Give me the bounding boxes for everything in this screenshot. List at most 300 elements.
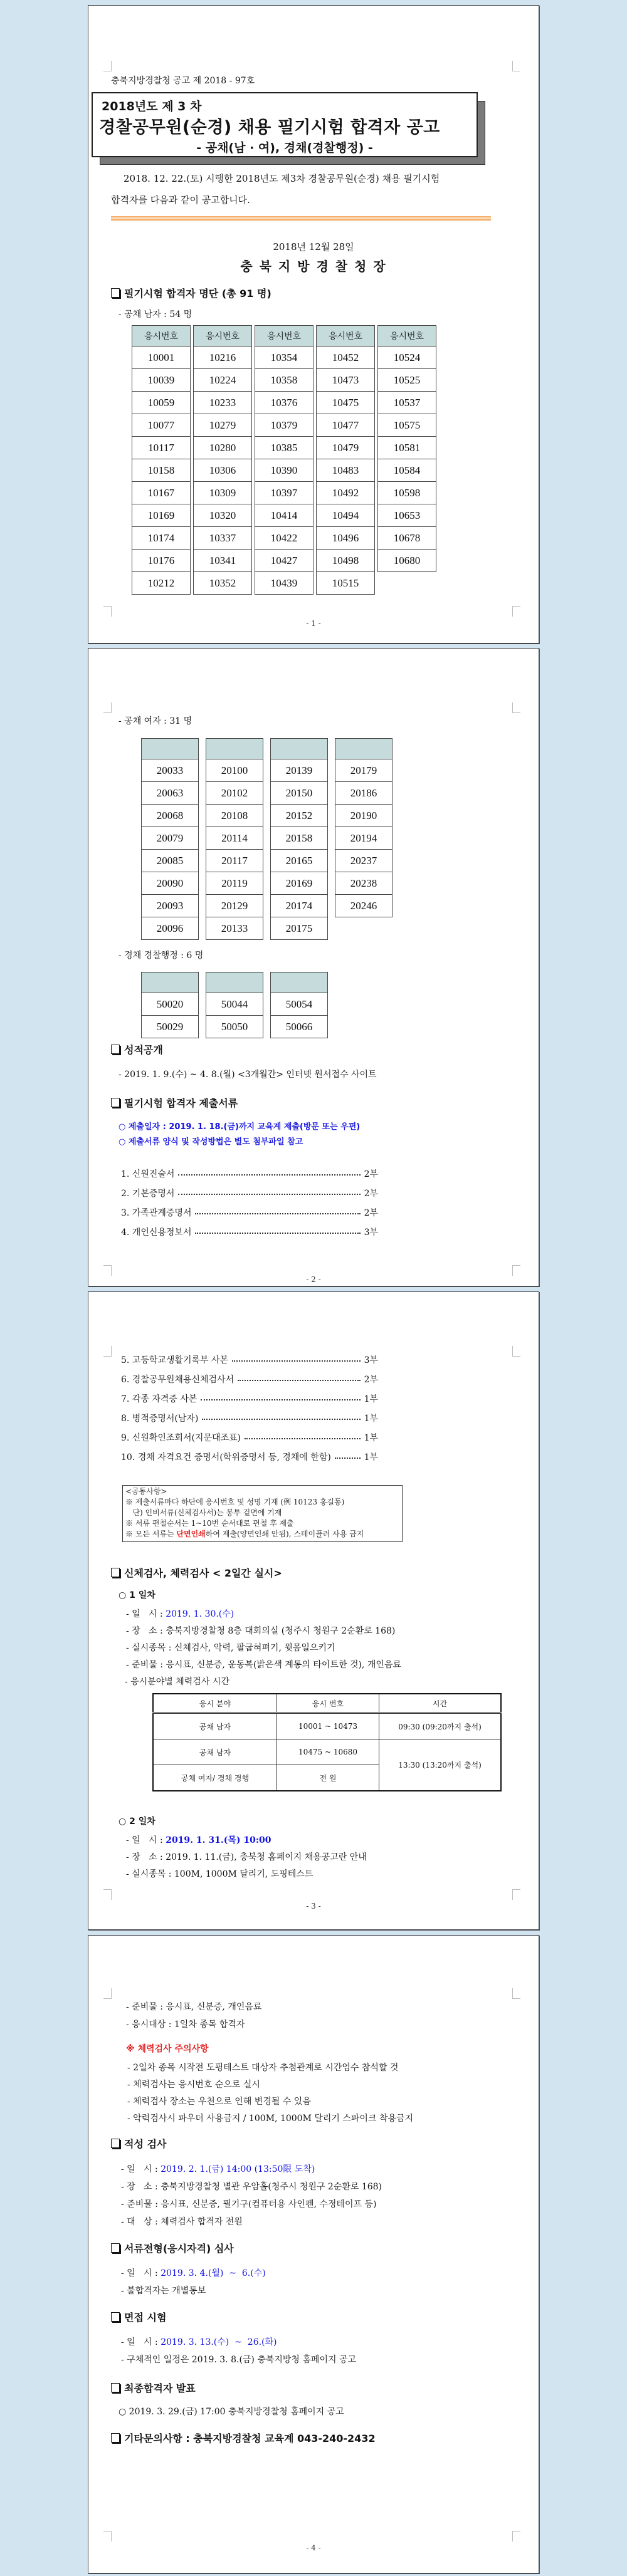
document-quantity: 1부: [364, 1432, 378, 1443]
applicant-number: 10414: [255, 504, 314, 527]
table-row: [142, 850, 199, 872]
applicant-number: 20152: [271, 805, 328, 827]
table-row: [317, 527, 375, 550]
table-row: [194, 550, 252, 572]
table-row: [255, 347, 314, 369]
table-row: [271, 993, 328, 1016]
divider-rule: [111, 216, 491, 221]
document-quantity: 3부: [364, 1227, 378, 1238]
applicant-number: 10077: [132, 414, 191, 437]
document-page-2: [88, 648, 539, 1286]
applicant-number: 10280: [194, 437, 252, 459]
section-physical-title: 신체검사, 체력검사 < 2일간 실시>: [124, 1567, 282, 1579]
applicant-number-table: [206, 738, 263, 940]
column-header: [335, 739, 393, 759]
applicant-number: 20238: [335, 872, 393, 895]
table-row: [317, 550, 375, 572]
column-header: [142, 973, 199, 993]
table-row: [132, 392, 191, 414]
applicant-number: 10352: [194, 572, 252, 595]
applicant-number: 10483: [317, 459, 375, 482]
applicant-number: 20108: [206, 805, 263, 827]
table-row: [317, 414, 375, 437]
section-physical: [111, 1565, 282, 1580]
section-aptitude: [111, 2136, 166, 2151]
applicant-number: 20179: [335, 759, 393, 782]
checkbox-square-icon: [111, 2312, 120, 2322]
day1-events: - 실시종목 : 신체검사, 악력, 팔굽혀펴기, 윗몸일으키기: [126, 1643, 335, 1653]
schedule-row: 공채 남자 10475 ~ 10680 13:30 (13:20까지 출석): [153, 1739, 501, 1765]
day2-events: - 실시종목 : 100M, 1000M 달리기, 도핑테스트: [126, 1869, 314, 1879]
table-row: [378, 482, 436, 504]
applicant-number-table: [377, 325, 436, 572]
document-quantity: 2부: [364, 1207, 378, 1218]
docs-deadline: ○ 제출일자 : 2019. 1. 18.(금)까지 교육계 제출(방문 또는 우편): [119, 1122, 361, 1132]
table-row: [142, 993, 199, 1016]
applicant-number: 50029: [142, 1016, 199, 1038]
applicant-number: 10306: [194, 459, 252, 482]
applicant-number-table: [132, 325, 191, 595]
applicant-number: 20190: [335, 805, 393, 827]
applicant-number: 20068: [142, 805, 199, 827]
caution-4: - 악력검사시 파우더 사용금지 / 100M, 1000M 달리기 스파이크 착용금지: [127, 2114, 414, 2124]
table-row: [317, 459, 375, 482]
section-contact: [111, 2431, 376, 2445]
table-row: [206, 850, 263, 872]
intro-line-1: 2018. 12. 22.(토) 시행한 2018년도 제3차 경찰공무원(순경) 채용 필기시험: [124, 173, 440, 184]
applicant-number: 10337: [194, 527, 252, 550]
day2-items: - 준비물 : 응시표, 신분증, 개인음료: [126, 2002, 262, 2012]
applicant-number: 10167: [132, 482, 191, 504]
section-contact-title: 기타문의사항 : 충북지방경찰청 교육계 043-240-2432: [124, 2433, 376, 2444]
table-row: [255, 369, 314, 392]
page-number: - 4 -: [306, 2543, 321, 2552]
margin-corner: [512, 606, 520, 617]
margin-corner: [103, 1889, 112, 1900]
applicant-number: 20085: [142, 850, 199, 872]
applicant-number: 50044: [206, 993, 263, 1016]
table-row: [206, 759, 263, 782]
doc-list-2: [121, 1350, 378, 1466]
table-row: [378, 347, 436, 369]
note-1: ※ 제출서류마다 하단에 응시번호 및 성명 기재 (例 10123 홍길동): [125, 1498, 345, 1506]
table-row: [271, 895, 328, 917]
applicant-number: 20237: [335, 850, 393, 872]
table-row: [255, 527, 314, 550]
applicant-number: 10390: [255, 459, 314, 482]
applicant-number: 10475: [317, 392, 375, 414]
margin-corner: [512, 1346, 520, 1357]
column-header: [206, 739, 263, 759]
checkbox-square-icon: [111, 1045, 120, 1054]
applicant-number: 10494: [317, 504, 375, 527]
caution-title: ※ 체력검사 주의사항: [126, 2044, 209, 2054]
margin-corner: [512, 61, 520, 71]
margin-corner: [103, 1988, 112, 1999]
table-row: [255, 572, 314, 595]
table-row: [335, 805, 393, 827]
table-row: [206, 895, 263, 917]
document-quantity: 1부: [364, 1394, 378, 1404]
table-row: [335, 759, 393, 782]
page-number: - 1 -: [306, 619, 321, 628]
applicant-number: 20063: [142, 782, 199, 805]
document-name: 5. 고등학교생활기록부 사본: [121, 1355, 229, 1365]
checkbox-square-icon: [111, 2383, 120, 2392]
document-item: [121, 1369, 378, 1389]
table-row: [317, 392, 375, 414]
document-page-4: [88, 1935, 539, 2573]
checkbox-square-icon: [111, 2243, 120, 2253]
document-quantity: 2부: [364, 1188, 378, 1199]
review-date: - 일 시 : 2019. 3. 4.(월) ~ 6.(수): [121, 2268, 266, 2278]
applicant-number: 20119: [206, 872, 263, 895]
column-header: 응시번호: [255, 326, 314, 347]
note-title: <공통사항>: [125, 1487, 167, 1496]
intro-line-2: 합격자를 다음과 같이 공고합니다.: [111, 194, 250, 206]
table-row: [271, 1016, 328, 1038]
table-row: [378, 414, 436, 437]
day2-label: ○ 2 일차: [119, 1817, 155, 1827]
table-row: [194, 572, 252, 595]
applicant-number: 10496: [317, 527, 375, 550]
note-1b: 단) 인비서류(신체검사서)는 봉투 겉면에 기재: [125, 1508, 282, 1517]
table-row: [194, 414, 252, 437]
table-row: [378, 369, 436, 392]
table-row: [142, 827, 199, 850]
margin-corner: [512, 2531, 520, 2542]
applicant-number: 10525: [378, 369, 436, 392]
dotted-leader: [202, 1419, 360, 1420]
applicant-number: 10341: [194, 550, 252, 572]
document-item: [121, 1408, 378, 1427]
margin-corner: [103, 1346, 112, 1357]
applicant-number: 10158: [132, 459, 191, 482]
margin-corner: [512, 1889, 520, 1900]
table-row: [142, 1016, 199, 1038]
table-row: [132, 504, 191, 527]
margin-corner: [512, 702, 520, 713]
applicant-number: 10376: [255, 392, 314, 414]
dotted-leader: [178, 1174, 360, 1176]
applicant-number: 10354: [255, 347, 314, 369]
applicant-number: 20100: [206, 759, 263, 782]
day1-items: - 준비물 : 응시표, 신분증, 운동복(밝은색 계통의 타이트한 것), 개인음료: [126, 1660, 401, 1670]
applicant-number: 10477: [317, 414, 375, 437]
scores-text: - 2019. 1. 9.(수) ~ 4. 8.(월) <3개월간> 인터넷 원서접수 사이트: [119, 1070, 377, 1080]
applicant-number: 20194: [335, 827, 393, 850]
table-row: [317, 369, 375, 392]
table-row: [255, 482, 314, 504]
table-row: [194, 527, 252, 550]
table-row: [206, 782, 263, 805]
applicant-number: 10581: [378, 437, 436, 459]
table-row: [255, 392, 314, 414]
table-row: [194, 482, 252, 504]
table-row: [132, 459, 191, 482]
applicant-number: 10524: [378, 347, 436, 369]
table-row: [206, 872, 263, 895]
applicant-number: 10680: [378, 550, 436, 572]
notice-number: 충북지방경찰청 공고 제 2018 - 97호: [111, 76, 255, 86]
day1-schedule-label: - 응시분야별 체력검사 시간: [125, 1677, 229, 1687]
applicant-number-table: [335, 738, 393, 917]
applicant-number: 10169: [132, 504, 191, 527]
table-row: [142, 805, 199, 827]
applicant-number: 20096: [142, 917, 199, 940]
table-row: [194, 392, 252, 414]
table-row: [132, 550, 191, 572]
table-row: [255, 550, 314, 572]
note-2: ※ 서류 편철순서는 1~10번 순서대로 편철 후 제출: [125, 1519, 294, 1528]
interview-note: - 구체적인 일정은 2019. 3. 8.(금) 충북지방청 홈페이지 공고: [121, 2355, 357, 2365]
table-row: [271, 917, 328, 940]
document-name: 3. 가족관계증명서: [121, 1207, 192, 1218]
checkbox-square-icon: [111, 2139, 120, 2148]
margin-corner: [103, 1265, 112, 1276]
applicant-number: 20246: [335, 895, 393, 917]
document-quantity: 1부: [364, 1413, 378, 1424]
applicant-number: 20129: [206, 895, 263, 917]
table-row: [271, 850, 328, 872]
title-year: 2018년도 제 3 차: [102, 100, 202, 113]
dotted-leader: [178, 1194, 360, 1195]
day2-date: - 일 시 : 2019. 1. 31.(목) 10:00: [126, 1835, 271, 1845]
table-row: [206, 917, 263, 940]
day1-label: ○ 1 일차: [119, 1590, 155, 1600]
applicant-number: 10216: [194, 347, 252, 369]
document-item: [121, 1183, 378, 1202]
female-count-label: - 공채 여자 : 31 명: [119, 716, 192, 726]
document-item: [121, 1447, 378, 1466]
applicant-number: 10498: [317, 550, 375, 572]
table-row: [206, 805, 263, 827]
section-aptitude-title: 적성 검사: [124, 2138, 167, 2150]
applicant-number-table: [141, 972, 199, 1038]
applicant-number: 10598: [378, 482, 436, 504]
applicant-number: 20114: [206, 827, 263, 850]
table-row: [335, 782, 393, 805]
document-page-1: [88, 5, 539, 644]
applicant-number: 20117: [206, 850, 263, 872]
dotted-leader: [232, 1360, 361, 1362]
applicant-number: 20139: [271, 759, 328, 782]
table-row: [317, 437, 375, 459]
document-item: [121, 1202, 378, 1222]
applicant-number: 10584: [378, 459, 436, 482]
document-item: [121, 1427, 378, 1447]
applicant-number: 10039: [132, 369, 191, 392]
table-row: [206, 993, 263, 1016]
checkbox-square-icon: [111, 1098, 120, 1107]
apt-items: - 준비물 : 응시표, 신분증, 필기구(컴퓨터용 사인펜, 수정테이프 등): [121, 2199, 377, 2209]
table-row: [132, 572, 191, 595]
table-row: [194, 347, 252, 369]
column-header: [271, 973, 328, 993]
caution-1: - 2일차 종목 시작전 도핑테스트 대상자 추첨관계로 시간엄수 참석할 것: [127, 2063, 399, 2073]
page-number: - 2 -: [306, 1275, 321, 1284]
document-quantity: 1부: [364, 1452, 378, 1463]
applicant-number: 10212: [132, 572, 191, 595]
applicant-number: 20033: [142, 759, 199, 782]
document-name: 6. 경찰공무원채용신체검사서: [121, 1374, 234, 1385]
applicant-number: 20174: [271, 895, 328, 917]
checkbox-square-icon: [111, 1568, 120, 1577]
applicant-number: 50054: [271, 993, 328, 1016]
applicant-number: 10385: [255, 437, 314, 459]
checkbox-square-icon: [111, 2433, 120, 2443]
document-name: 7. 각종 자격증 사본: [121, 1394, 198, 1404]
applicant-number: 10233: [194, 392, 252, 414]
applicant-number: 10174: [132, 527, 191, 550]
applicant-number: 20165: [271, 850, 328, 872]
table-row: [271, 782, 328, 805]
applicant-number-table: [316, 325, 375, 595]
table-row: [335, 872, 393, 895]
document-item: [121, 1350, 378, 1369]
applicant-number: 10427: [255, 550, 314, 572]
document-name: 8. 병적증명서(남자): [121, 1413, 199, 1424]
applicant-number: 20133: [206, 917, 263, 940]
table-row: [271, 805, 328, 827]
applicant-number: 10422: [255, 527, 314, 550]
table-row: [255, 459, 314, 482]
applicant-number: 10001: [132, 347, 191, 369]
section-final-title: 최종합격자 발표: [124, 2382, 196, 2394]
applicant-number: 10320: [194, 504, 252, 527]
table-row: [132, 482, 191, 504]
title-box: [92, 92, 478, 157]
applicant-number: 10575: [378, 414, 436, 437]
title-subtitle: - 공채(남 · 여), 경채(경찰행정) -: [196, 141, 373, 155]
section-scores-title: 성적공개: [124, 1044, 163, 1056]
section-docreview-title: 서류전형(응시자격) 심사: [124, 2243, 234, 2255]
table-row: [378, 392, 436, 414]
table-row: [378, 550, 436, 572]
margin-corner: [103, 606, 112, 617]
table-row: [317, 572, 375, 595]
dotted-leader: [245, 1438, 361, 1439]
applicant-number: 50066: [271, 1016, 328, 1038]
section-docs: [111, 1095, 238, 1110]
section-interview: [111, 2310, 166, 2324]
section-passers-title: 필기시험 합격자 명단 (총 91 명): [124, 288, 271, 300]
column-header: 응시번호: [317, 326, 375, 347]
applicant-number: 20175: [271, 917, 328, 940]
table-row: [271, 759, 328, 782]
table-row: [271, 827, 328, 850]
male-count-label: - 공채 남자 : 54 명: [119, 310, 192, 320]
table-row: [142, 917, 199, 940]
applicant-number: 10309: [194, 482, 252, 504]
table-row: [142, 895, 199, 917]
applicant-number: 10059: [132, 392, 191, 414]
final-text: ○ 2019. 3. 29.(금) 17:00 충북지방경찰청 홈페이지 공고: [119, 2407, 344, 2417]
document-name: 10. 경채 자격요건 증명서(학위증명서 등, 경채에 한함): [121, 1452, 331, 1463]
schedule-row: 공채 여자/ 경채 경행 전 원: [153, 1765, 501, 1791]
applicant-number: 20079: [142, 827, 199, 850]
schedule-header: 응시 분야: [153, 1694, 277, 1713]
day2-place: - 장 소 : 2019. 1. 11.(금), 충북청 홈페이지 채용공고란 안내: [126, 1852, 367, 1862]
applicant-number: 10117: [132, 437, 191, 459]
table-row: [132, 527, 191, 550]
table-row: [194, 504, 252, 527]
note-3: ※ 모든 서류는 단면인쇄하여 제출(양면인쇄 안됨), 스테이플러 사용 금지: [125, 1530, 364, 1538]
table-row: [378, 437, 436, 459]
apt-place: - 장 소 : 충북지방경찰청 별관 우암홀(청주시 청원구 2순환로 168): [121, 2182, 382, 2192]
schedule-header: 응시 번호: [277, 1694, 379, 1713]
table-row: [142, 872, 199, 895]
applicant-number: 20093: [142, 895, 199, 917]
table-row: [194, 459, 252, 482]
document-page-3: [88, 1291, 539, 1930]
table-row: [255, 437, 314, 459]
section-docs-title: 필기시험 합격자 제출서류: [124, 1097, 238, 1109]
document-item: [121, 1164, 378, 1183]
column-header: 응시번호: [132, 326, 191, 347]
dotted-leader: [335, 1457, 361, 1459]
applicant-number: 10397: [255, 482, 314, 504]
table-row: [317, 482, 375, 504]
table-row: [335, 827, 393, 850]
table-row: [142, 759, 199, 782]
document-item: [121, 1389, 378, 1408]
table-row: [378, 459, 436, 482]
document-quantity: 3부: [364, 1355, 378, 1365]
applicant-number: 10479: [317, 437, 375, 459]
table-row: [271, 872, 328, 895]
table-row: [335, 850, 393, 872]
schedule-table: [152, 1693, 502, 1791]
table-row: [317, 347, 375, 369]
issuer: 충 북 지 방 경 찰 청 장: [240, 259, 387, 274]
document-name: 1. 신원진술서: [121, 1169, 175, 1179]
section-docreview: [111, 2241, 234, 2255]
apt-target: - 대 상 : 체력검사 합격자 전원: [121, 2217, 243, 2227]
document-name: 2. 기본증명서: [121, 1188, 175, 1199]
common-notes-box: [122, 1485, 403, 1542]
applicant-number: 10678: [378, 527, 436, 550]
table-row: [378, 504, 436, 527]
section-interview-title: 면접 시험: [124, 2312, 167, 2323]
caution-3: - 체력검사 장소는 우천으로 인해 변경될 수 있음: [127, 2097, 311, 2107]
applicant-number: 10224: [194, 369, 252, 392]
table-row: [132, 414, 191, 437]
document-item: [121, 1222, 378, 1241]
margin-corner: [103, 702, 112, 713]
margin-corner: [512, 1265, 520, 1276]
page-number: - 3 -: [306, 1902, 321, 1911]
dotted-leader: [238, 1380, 360, 1381]
section-passers: [111, 286, 271, 300]
table-row: [255, 504, 314, 527]
document-name: 4. 개인신용정보서: [121, 1227, 192, 1238]
applicant-number: 10537: [378, 392, 436, 414]
applicant-number: 10473: [317, 369, 375, 392]
applicant-number-table: [270, 972, 328, 1038]
column-header: 응시번호: [378, 326, 436, 347]
table-row: [206, 827, 263, 850]
applicant-number-table: [206, 972, 263, 1038]
checkbox-square-icon: [111, 288, 120, 298]
apt-date: - 일 시 : 2019. 2. 1.(금) 14:00 (13:50限 도착): [121, 2164, 315, 2174]
applicant-number: 10279: [194, 414, 252, 437]
table-row: [206, 1016, 263, 1038]
column-header: [142, 739, 199, 759]
applicant-number: 10492: [317, 482, 375, 504]
applicant-number: 10452: [317, 347, 375, 369]
margin-corner: [103, 61, 112, 71]
